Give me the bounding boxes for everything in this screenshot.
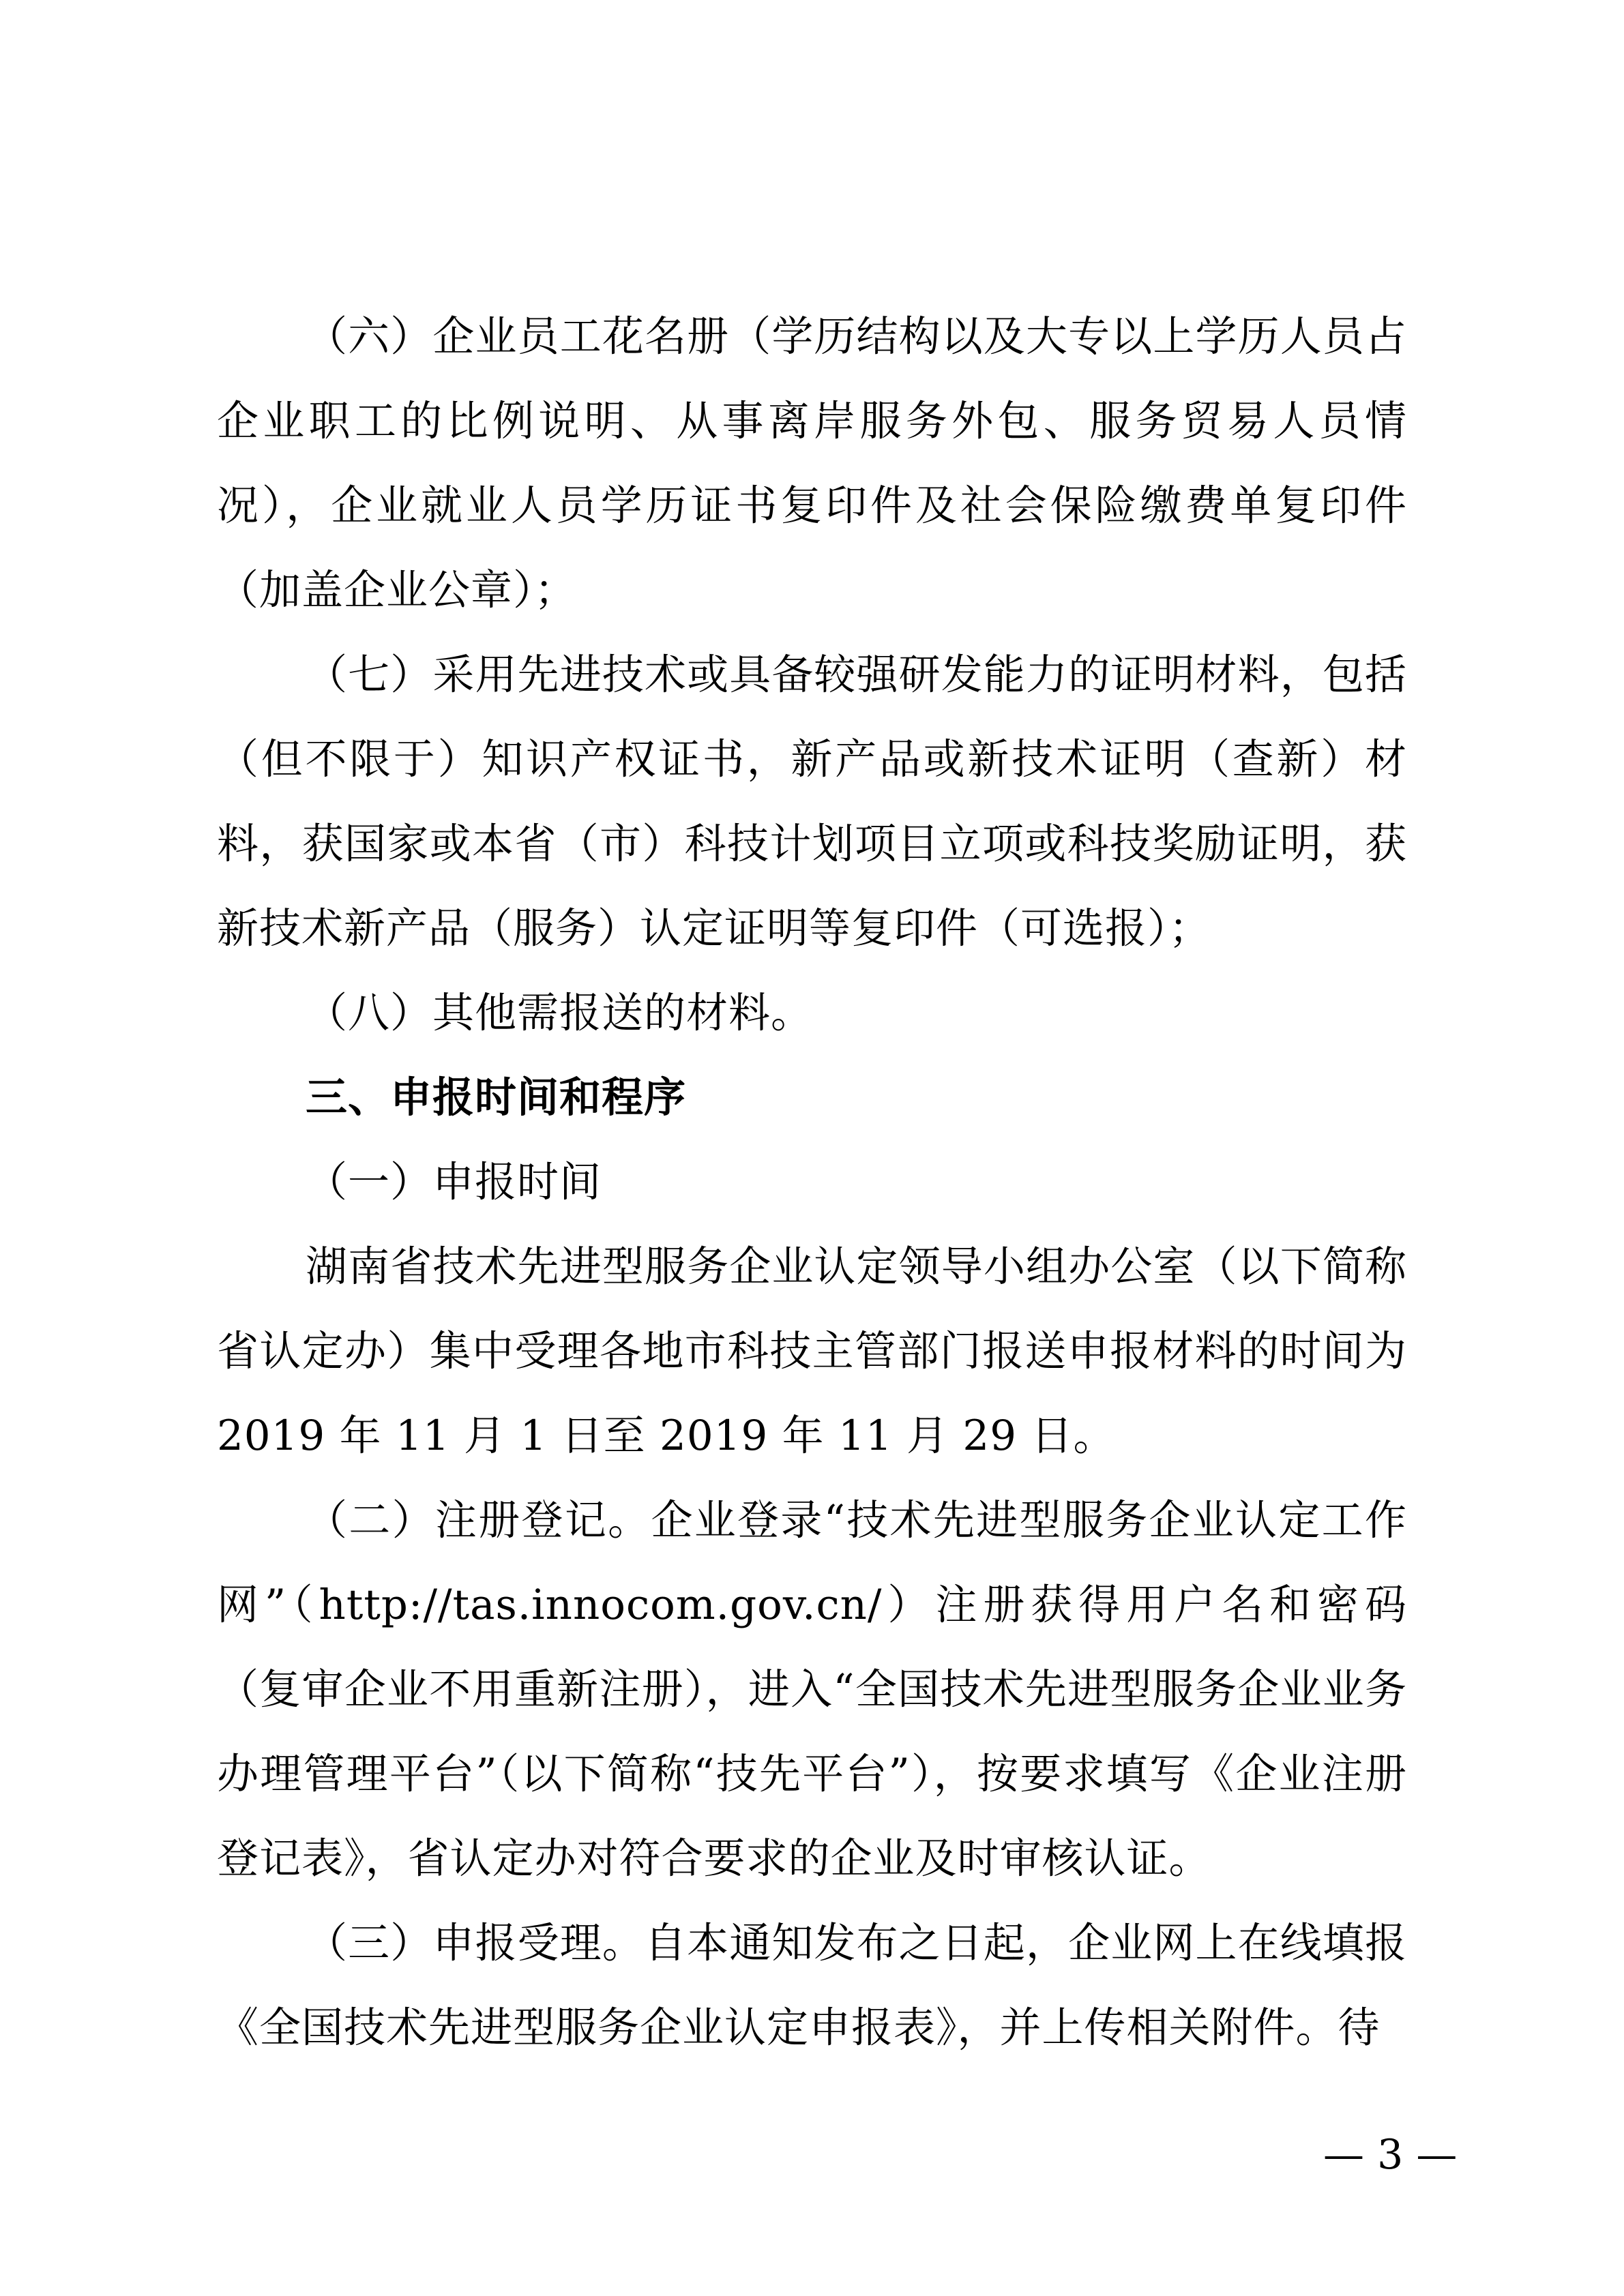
section-heading-3: 三、申报时间和程序 — [306, 1073, 687, 1122]
paragraph-application-period: 湖南省技术先进型服务企业认定领导小组办公室（以下简称省认定办）集中受理各地市科技主管部门报送申报材料的时间为 2019 年 11 月 1 日至 2019 年 11 月 29 日。 — [217, 1242, 1407, 1460]
paragraph-registration: （二）注册登记。企业登录“技术先进型服务企业认定工作网”（http://tas.innocom.gov.cn/）注册获得用户名和密码（复审企业不用重新注册），进入“全国技术先进型服务企业业务办理管理平台”（以下简称“技先平台”），按要求填写《企业注册登记表》，省认定办对符合要求的企业及时审核认证。 — [217, 1496, 1407, 1883]
subheading-application-time: （一）申报时间 — [306, 1158, 602, 1206]
paragraph-item-7-technology-proof: （七）采用先进技术或具备较强研发能力的证明材料，包括（但不限于）知识产权证书，新产品或新技术证明（查新）材料，获国家或本省（市）科技计划项目立项或科技奖励证明，获新技术新产品（服务）认定证明等复印件（可选报）； — [217, 651, 1407, 953]
document-body — [217, 295, 1407, 2070]
page-number: — 3 — — [1323, 2131, 1458, 2179]
paragraph-application-acceptance: （三）申报受理。自本通知发布之日起，企业网上在线填报《全国技术先进型服务企业认定申报表》，并上传相关附件。待 — [217, 1919, 1407, 2052]
paragraph-item-8-other-materials: （八）其他需报送的材料。 — [306, 989, 814, 1037]
paragraph-item-6-employee-roster: （六）企业员工花名册（学历结构以及大专以上学历人员占企业职工的比例说明、从事离岸服务外包、服务贸易人员情况），企业就业人员学历证书复印件及社会保险缴费单复印件（加盖企业公章）； — [217, 312, 1407, 614]
